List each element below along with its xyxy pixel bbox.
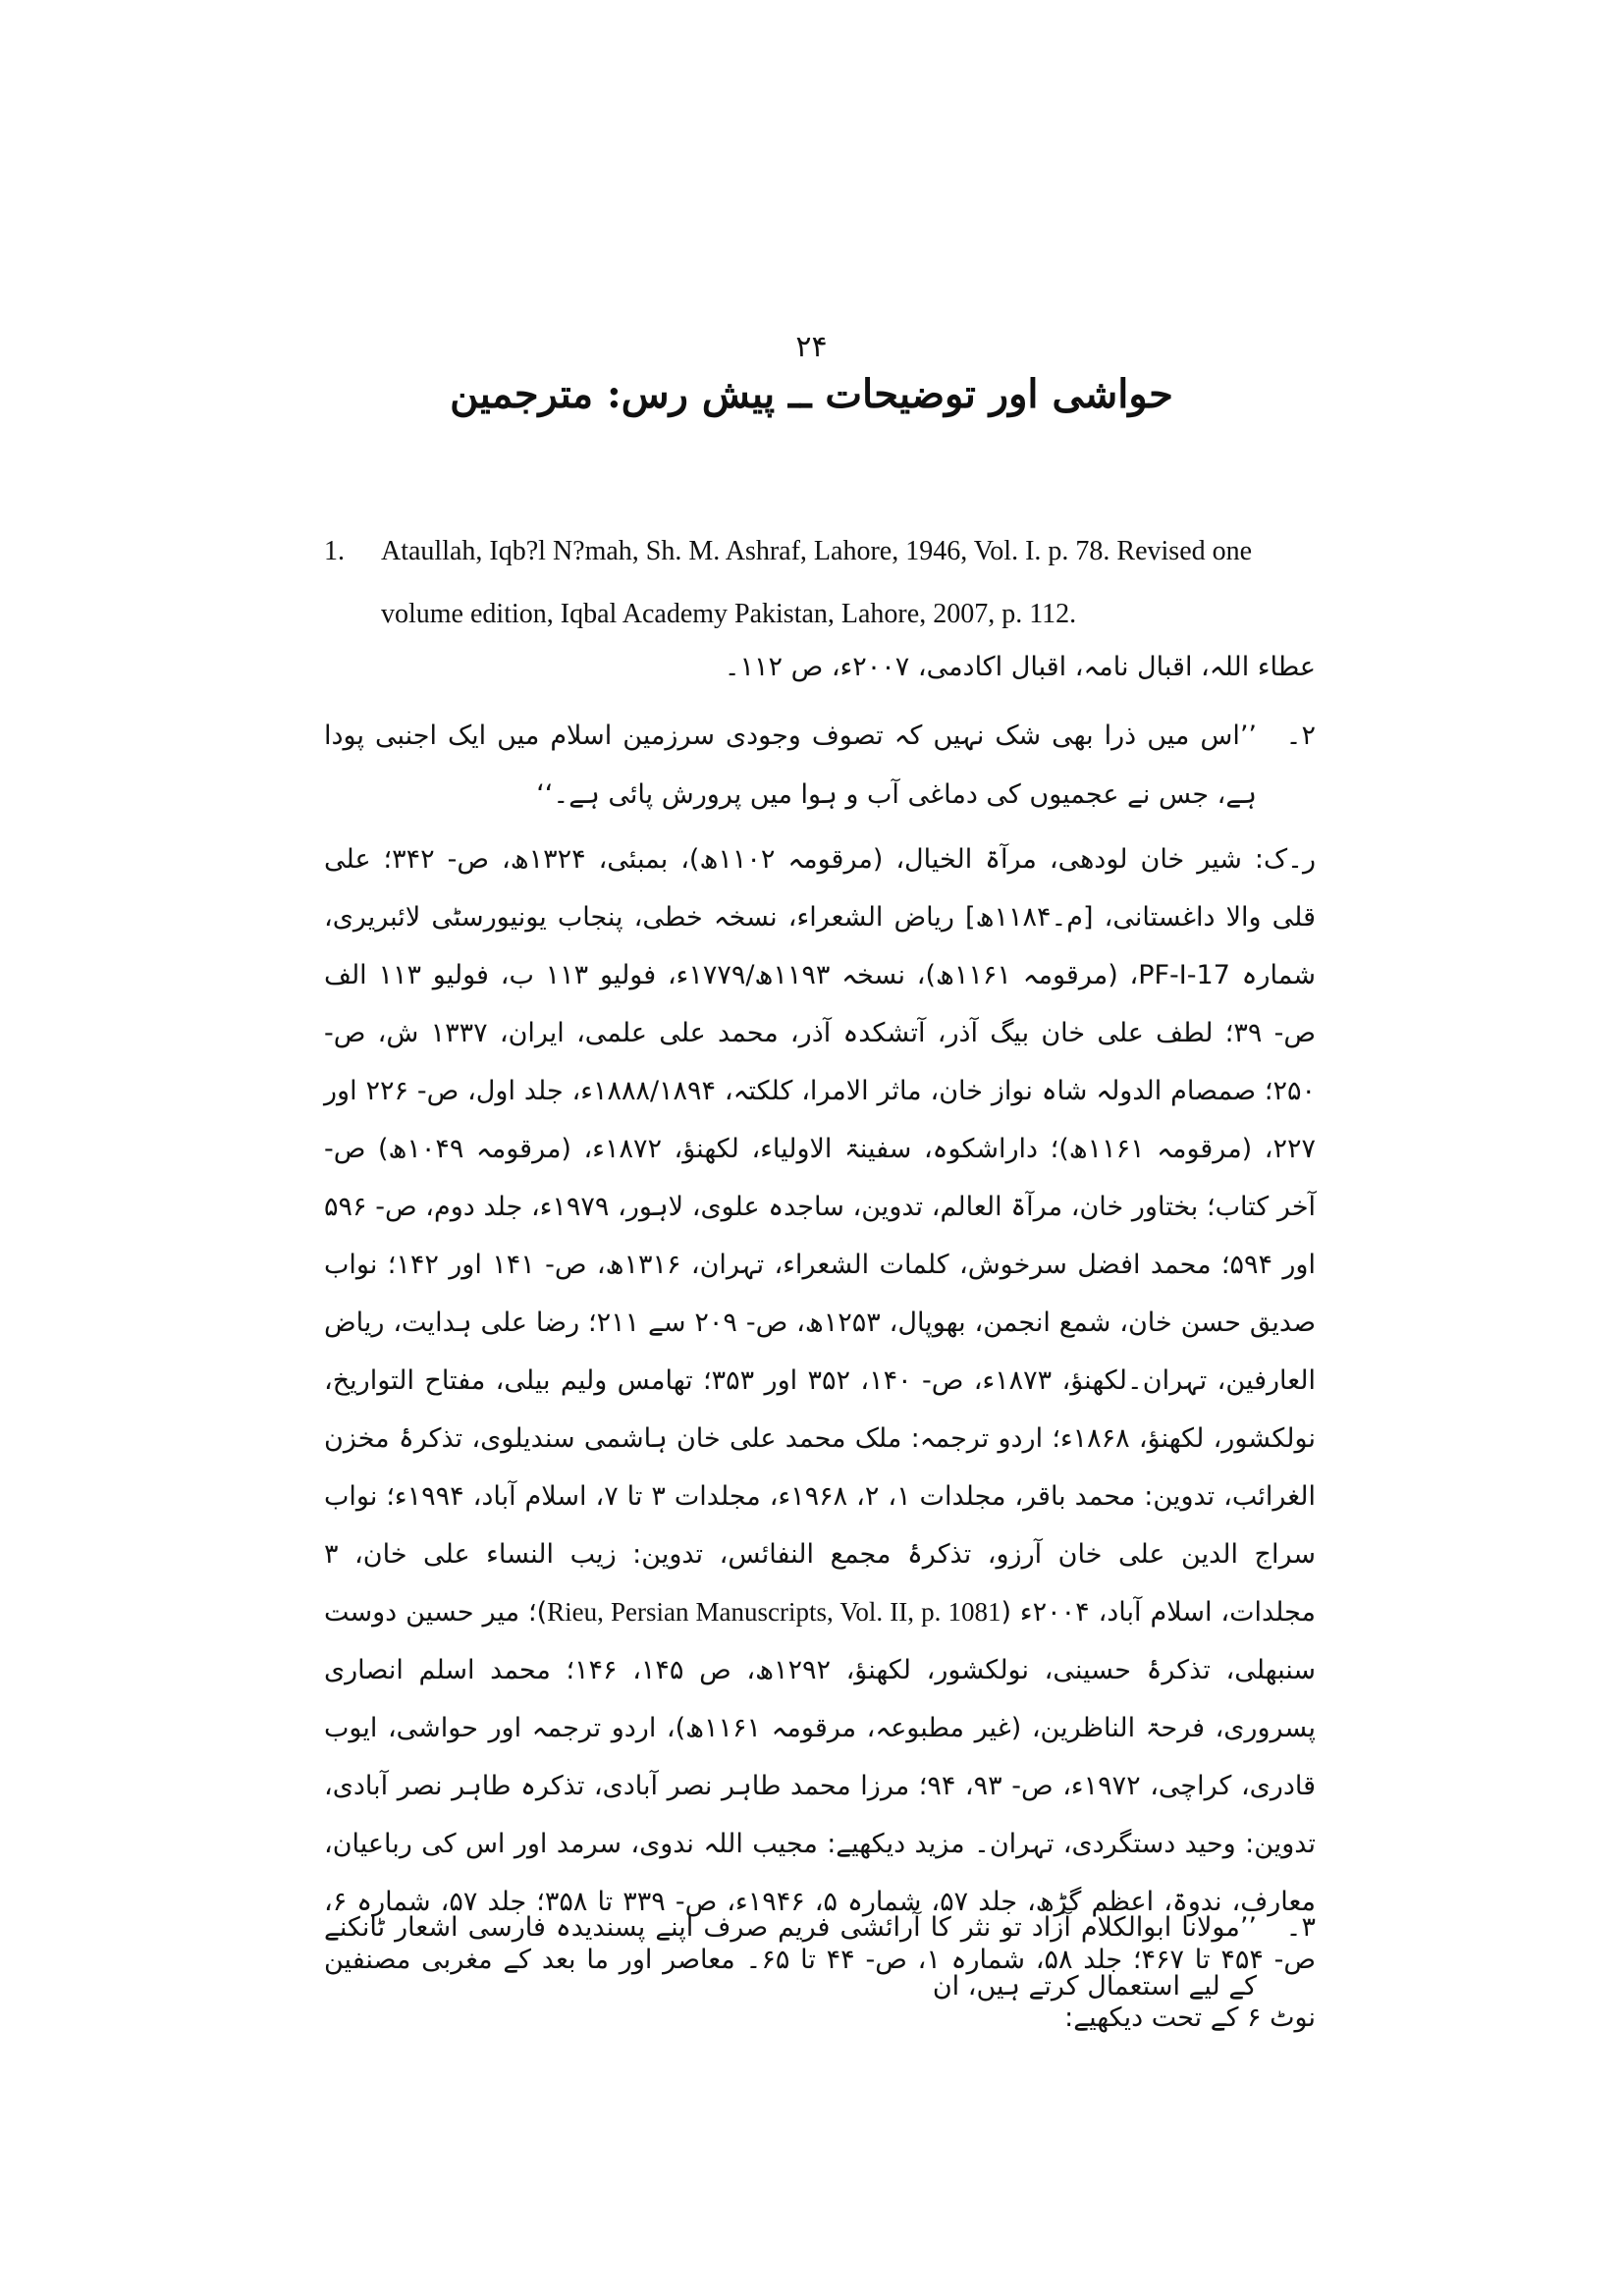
page-title: حواشی اور توضیحات ــ پیش رس: مترجمین <box>450 371 1173 417</box>
page-number: ۲۴ <box>795 330 828 364</box>
footnote-2-quote: ’’اس میں ذرا بھی شک نہیں کہ تصوف وجودی سرزمین اسلام میں ایک اجنبی پودا ہے، جس نے عجمیوں کی دماغی آب و ہوا میں پرورش پائی ہے۔‘‘ <box>324 721 1257 810</box>
footnote-3-number: ۳۔ <box>1285 1912 1316 1943</box>
footnote-2-english-citation: Rieu, Persian Manuscripts, Vol. II, p. 1081 <box>547 1597 1001 1627</box>
footnote-3-quote: ’’مولانا ابوالکلام آزاد تو نثر کا آرائشی فریم صرف اپنے پسندیدہ فارسی اشعار ٹانکنے کے لیے استعمال کرتے ہیں، ان <box>324 1912 1257 2002</box>
footnote-2-number: ۲۔ <box>1285 721 1316 751</box>
footnote-1-urdu-reference: عطاء اللہ، اقبال نامہ، اقبال اکادمی، ۲۰۰۷ء، ص ۱۱۲۔ <box>724 652 1316 682</box>
footnote-2-refs-part-2: )؛ میر حسین دوست سنبھلی، تذکرۂ حسینی، نولکشور، لکھنؤ، ۱۲۹۲ھ، ص ۱۴۵، ۱۴۶؛ محمد اسلم انصاری پسروری، فرحۃ الناظرین، (غیر مطبوعہ، مرقومہ ۱۱۶۱ھ)، اردو ترجمہ اور حواشی، ایوب قادری، کراچی، ۱۹۷۲ء، ص- ۹۳، ۹۴؛ مرزا محمد طاہر نصر آبادی، تذکرہ طاہر نصر آبادی، تدوین: وحید دستگردی، تہران۔ مزید دیکھیے: مجیب اللہ ندوی، سرمد اور اس کی رباعیان، معارف، ندوۃ، اعظم گڑھ، جلد ۵۷، شمارہ ۵، ۱۹۴۶ء، ص- ۳۳۹ تا ۳۵۸؛ جلد ۵۷، شمارہ ۶، ص- ۴۵۴ تا ۴۶۷؛ جلد ۵۸، شمارہ ۱، ص- ۴۴ تا ۶۵۔ معاصر اور ما بعد کے مغربی مصنفین نوٹ ۶ کے تحت دیکھیے: <box>324 1597 1317 2033</box>
footnote-2-references <box>324 830 1316 2047</box>
footnote-2 <box>324 707 1316 2047</box>
footnote-1 <box>324 520 1316 646</box>
footnote-1-number: 1. <box>324 536 345 566</box>
footnote-1-text: Ataullah, Iqb?l N?mah, Sh. M. Ashraf, Lahore, 1946, Vol. I. p. 78. Revised one volume edition, Iqbal Academy Pakistan, Lahore, 2007, p. 112. <box>381 536 1253 629</box>
footnote-2-refs-part-1: ر۔ک: شیر خان لودھی، مرآۃ الخیال، (مرقومہ ۱۱۰۲ھ)، بمبئی، ۱۳۲۴ھ، ص- ۳۴۲؛ علی قلی والا داغستانی، [م۔۱۱۸۴ھ] ریاض الشعراء، نسخہ خطی، پنجاب یونیورسٹی لائبریری، شمارہ PF-I-17، (مرقومہ ۱۱۶۱ھ)، نسخہ ۱۱۹۳ھ/۱۷۷۹ء، فولیو ۱۱۳ ب، فولیو ۱۱۳ الف ص- ۳۹؛ لطف علی خان بیگ آذر، آتشکدہ آذر، محمد علی علمی، ایران، ۱۳۳۷ ش، ص- ۲۵۰؛ صمصام الدولہ شاہ نواز خان، ماثر الامرا، کلکتہ، ۱۸۸۸/۱۸۹۴ء، جلد اول، ص- ۲۲۶ اور ۲۲۷، (مرقومہ ۱۱۶۱ھ)؛ داراشکوہ، سفینۃ الاولیاء، لکھنؤ، ۱۸۷۲ء، (مرقومہ ۱۰۴۹ھ) ص- آخر کتاب؛ بختاور خان، مرآۃ العالم، تدوین، ساجدہ علوی، لاہور، ۱۹۷۹ء، جلد دوم، ص- ۵۹۶ اور ۵۹۴؛ محمد افضل سرخوش، کلمات الشعراء، تہران، ۱۳۱۶ھ، ص- ۱۴۱ اور ۱۴۲؛ نواب صدیق حسن خان، شمع انجمن، بھوپال، ۱۲۵۳ھ، ص- ۲۰۹ سے ۲۱۱؛ رضا علی ہدایت، ریاض العارفین، تہران۔لکھنؤ، ۱۸۷۳ء، ص- ۱۴۰، ۳۵۲ اور ۳۵۳؛ تھامس ولیم بیلی، مفتاح التواریخ، نولکشور، لکھنؤ، ۱۸۶۸ء؛ اردو ترجمہ: ملک محمد علی خان ہاشمی سندیلوی، تذکرۂ مخزن الغرائب، تدوین: محمد باقر، مجلدات ۱، ۲، ۱۹۶۸ء، مجلدات ۳ تا ۷، اسلام آباد، ۱۹۹۴ء؛ نواب سراج الدین علی خان آرزو، تذکرۂ مجمع النفائس، تدوین: زیب النساء علی خان، ۳ مجلدات، اسلام آباد، ۲۰۰۴ء ( <box>324 844 1317 1628</box>
footnote-3 <box>324 1898 1316 2016</box>
